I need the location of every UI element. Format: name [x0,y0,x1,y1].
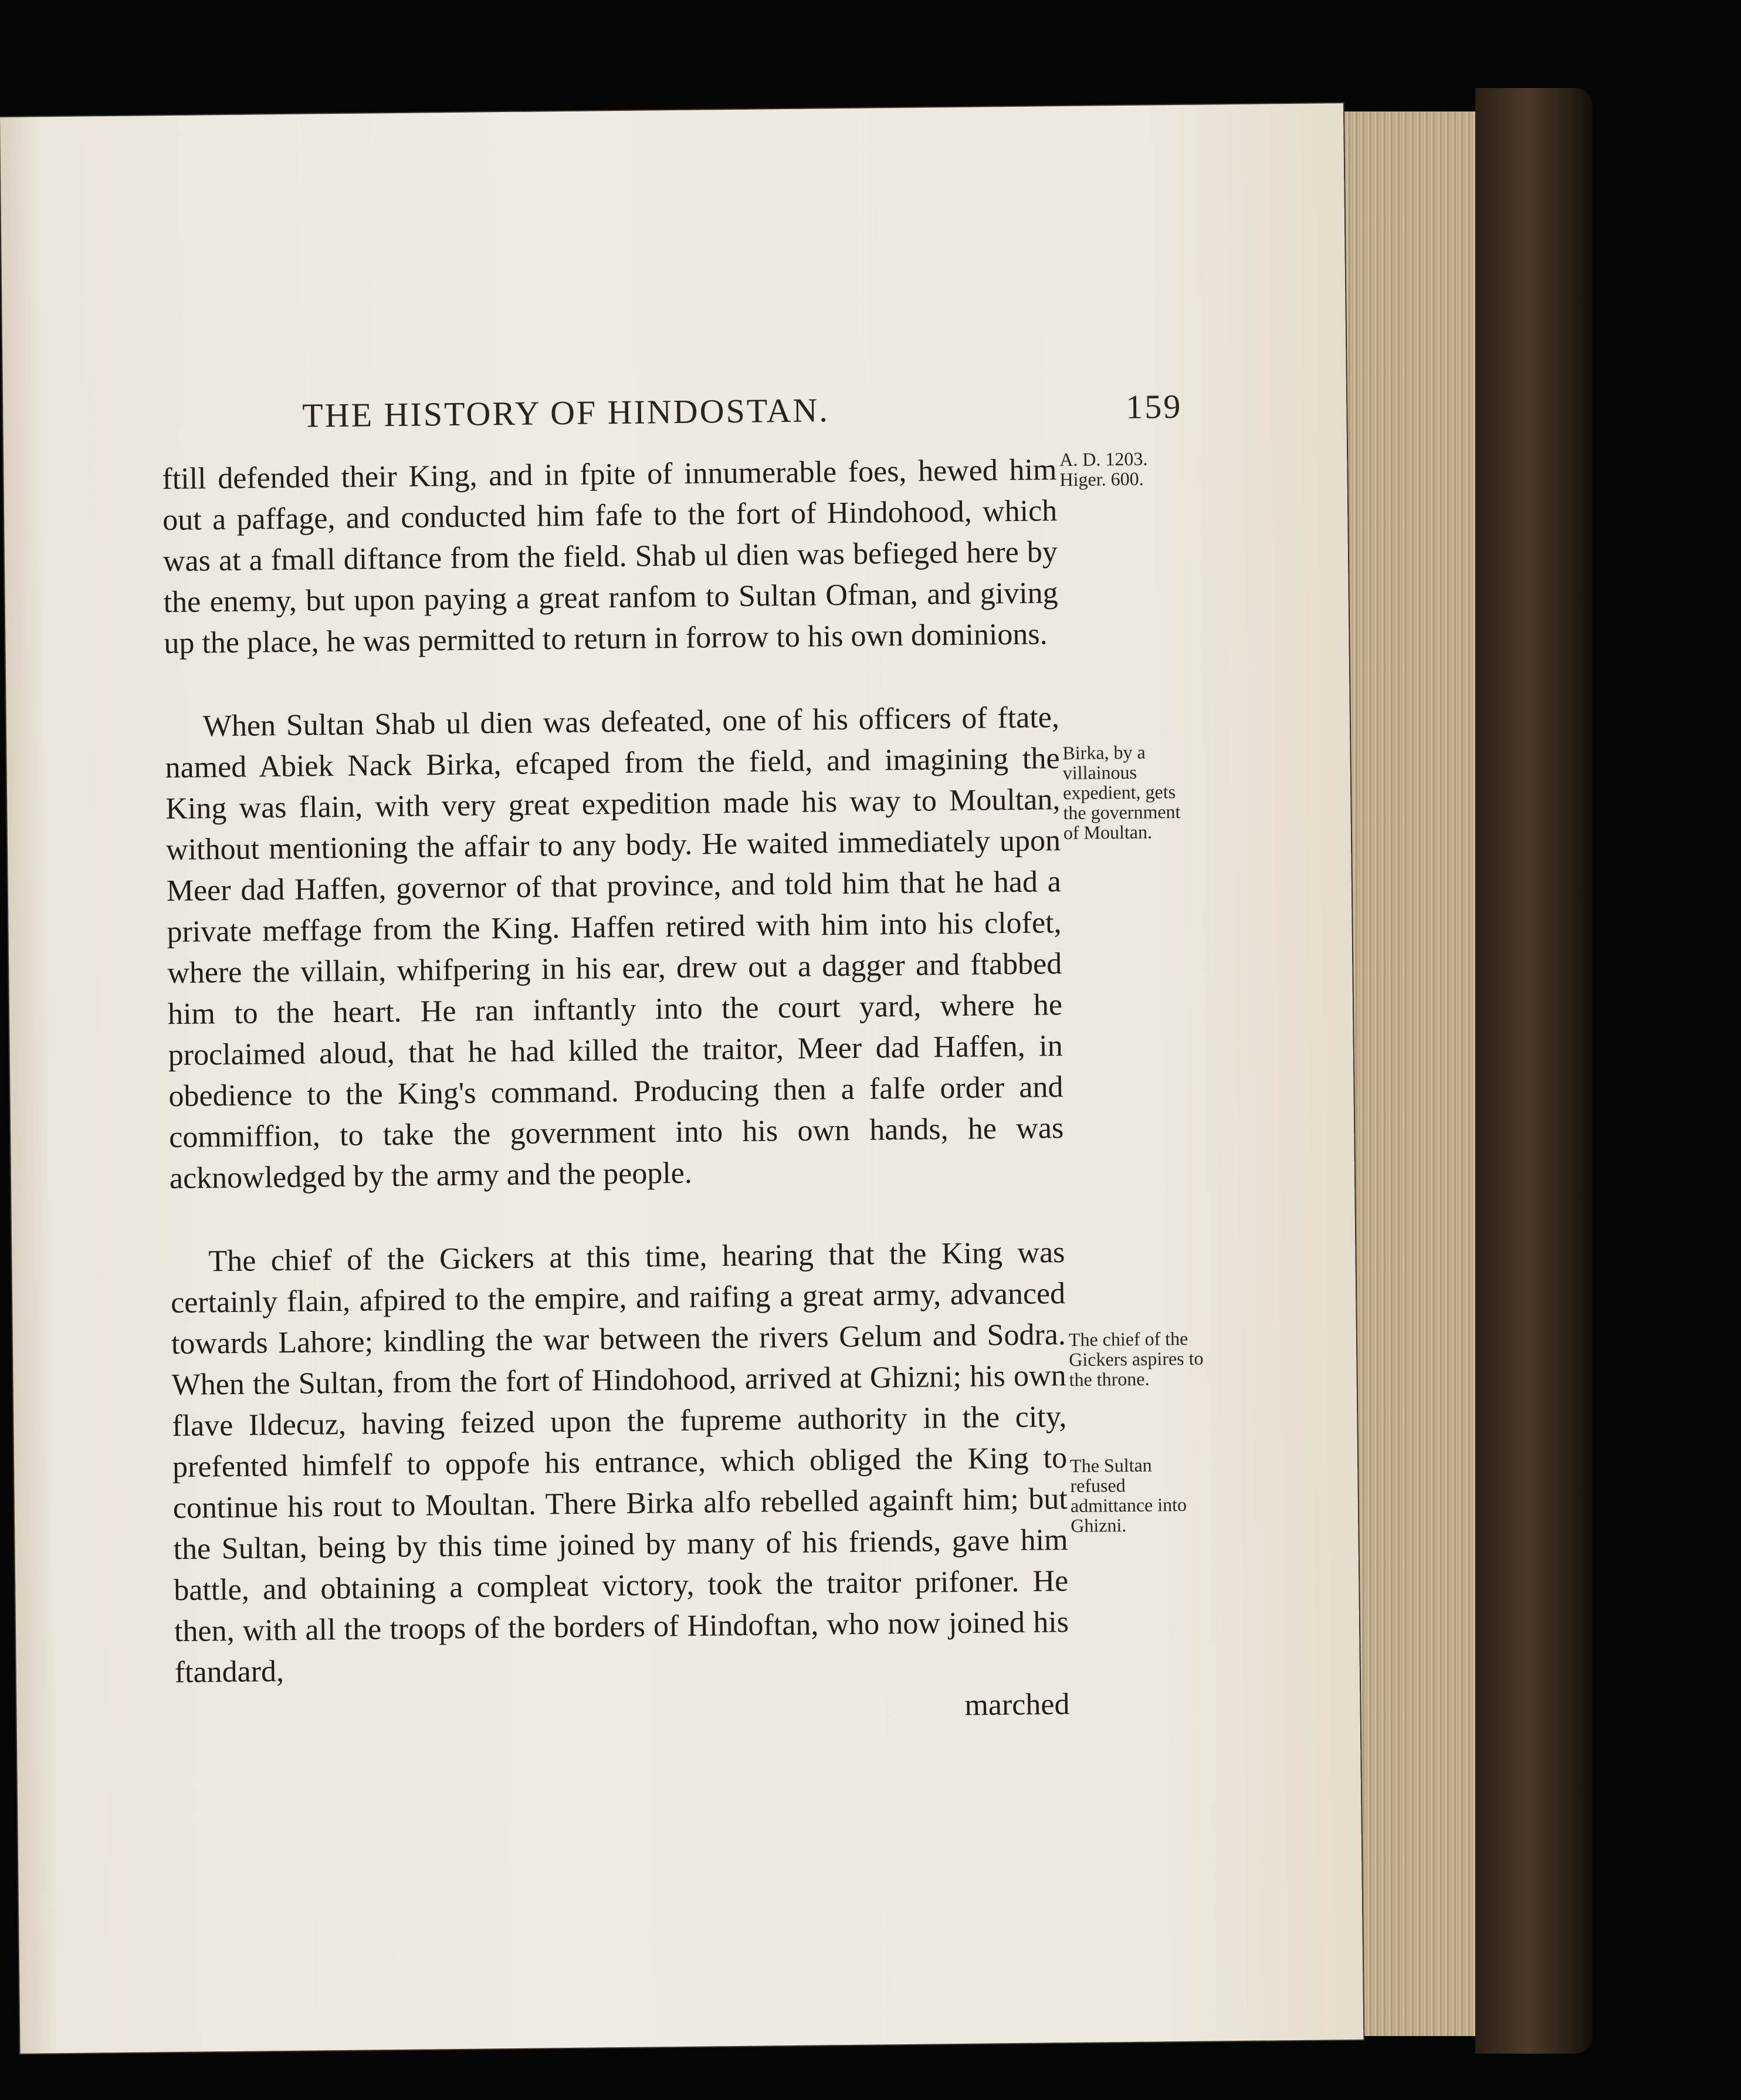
paragraph-2: When Sultan Shab ul dien was defeated, one of his officers of ftate, named Abiek Nack Birka, efcaped from the field, and imagining the King was flain, with very great expedition made his way to Moultan, without mentioning the affair to any body. He waited immediately upon Meer dad Haffen, governor of that province, and told him that he had a private meffage from the King. Haffen retired with him into his clofet, where the villain, whifpering in his ear, drew out a dagger and ftabbed him to the heart. He ran inftantly into the court yard, where he proclaimed aloud, that he had killed the traitor, Meer dad Haffen, in obedience to the King's command. Producing then a falfe order and commiffion, to take the government into his own hands, he was acknowledged by the army and the people. [165,701,1064,1196]
paragraph-1: ftill defended their King, and in fpite of innumerable foes, hewed him out a paffage, and conducted him fafe to the fort of Hindohood, which was at a fmall diftance from the field. Shab ul dien was befieged here by the enemy, but upon paying a great ranfom to Sultan Ofman, and giving up the place, he was permitted to return in forrow to his own dominions. [162,453,1058,661]
book-page [0,103,1363,2054]
text-block [162,449,1070,1734]
catchword: marched [964,1688,1070,1722]
paragraph-3: The chief of the Gickers at this time, hearing that the King was certainly flain, afpired to the empire, and raifing a great army, advanced towards Lahore; kindling the war between the rivers Gelum and Sodra. When the Sultan, from the fort of Hindohood, arrived at Ghizni; his own flave Ildecuz, having feized upon the fupreme authority in the city, prefented himfelf to oppofe his entrance, which obliged the King to continue his rout to Moultan. There Birka alfo rebelled againft him; but the Sultan, being by this time joined by many of his friends, gave him battle, and obtaining a compleat victory, took the traitor prifoner. He then, with all the troops of the borders of Hindoftan, who now joined his ftandard, [170,1236,1069,1690]
page-number: 159 [1125,387,1183,426]
margin-note-birka: Birka, by a villainous expedient, gets the government of Moultan. [1062,741,1181,844]
margin-note-date: A. D. 1203. Higer. 600. [1059,448,1148,491]
running-header [161,387,1183,450]
margin-note-gickers: The chief of the Gickers aspires to the throne. [1068,1327,1204,1391]
margin-note-ghizni: The Sultan refused admittance into Ghizni. [1069,1454,1187,1537]
book-cover [1475,88,1593,2054]
running-title: THE HISTORY OF HINDOSTAN. [302,391,830,435]
